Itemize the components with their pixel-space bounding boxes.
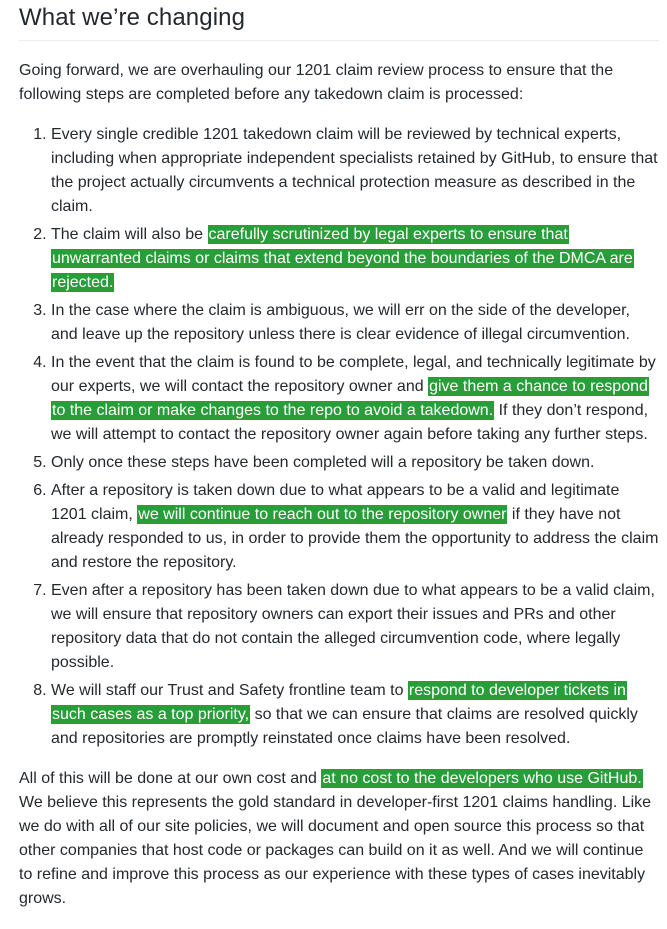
step-text: In the event that the claim is found to be complete, legal, and technically legitimate by our experts, we will contact the repository owner and	[51, 354, 656, 395]
list-item	[51, 451, 659, 475]
highlighted-text: carefully scrutinized by legal experts to ensure that unwarranted claims or claims that extend beyond the boundaries of the DMCA are rejected.	[52, 226, 633, 291]
step-text: The claim will also be	[51, 226, 208, 243]
step-text: if they have not already responded to us, in order to provide them the opportunity to address the claim and restore the repository.	[51, 506, 659, 571]
step-text: In the case where the claim is ambiguous, we will err on the side of the developer, and leave up the repository unless there is clear evidence of illegal circumvention.	[51, 302, 630, 343]
closing-text: All of this will be done at our own cost and	[19, 770, 322, 787]
highlighted-text: at no cost to the developers who use GitHub.	[322, 770, 642, 787]
step-text: If they don’t respond, we will attempt to contact the repository owner again before taking any further steps.	[51, 402, 649, 443]
step-text: Even after a repository has been taken down due to what appears to be a valid claim, we will ensure that repository owners can export their issues and PRs and other repository data that do not contain the alleged circumvention code, where legally possible.	[51, 582, 655, 671]
list-item	[51, 479, 659, 575]
section-heading: What we’re changing	[19, 0, 659, 41]
step-text: Only once these steps have been completed will a repository be taken down.	[51, 454, 595, 471]
list-item	[51, 223, 659, 295]
step-text: so that we can ensure that claims are resolved quickly and repositories are promptly reinstated once claims have been resolved.	[51, 706, 638, 747]
step-text: Every single credible 1201 takedown claim will be reviewed by technical experts, including when appropriate independent specialists retained by GitHub, to ensure that the project actually circumvents a technical protection measure as described in the claim.	[51, 126, 658, 215]
intro-paragraph: Going forward, we are overhauling our 1201 claim review process to ensure that the following steps are completed before any takedown claim is processed:	[19, 62, 614, 103]
step-text: After a repository is taken down due to what appears to be a valid and legitimate 1201 claim,	[51, 482, 620, 523]
list-item	[51, 579, 659, 675]
highlighted-text: give them a chance to respond to the claim or make changes to the repo to avoid a takedown.	[52, 378, 648, 419]
closing-text: We believe this represents the gold standard in developer-first 1201 claims handling. Like we do with all of our site policies, we will document and open source this process so that other companies that host code or packages can build on it as well. And we will continue to refine and improve this process as our experience with these types of cases inevitably grows.	[19, 794, 652, 907]
closing-paragraph	[19, 767, 659, 911]
list-item	[51, 299, 659, 347]
step-text: We will staff our Trust and Safety frontline team to	[51, 682, 408, 699]
list-item	[51, 351, 659, 447]
steps-list	[19, 123, 659, 751]
highlighted-text: respond to developer tickets in such cases as a top priority,	[52, 682, 626, 723]
highlighted-text: we will continue to reach out to the repository owner	[138, 506, 507, 523]
list-item	[51, 679, 659, 751]
list-item	[51, 123, 659, 219]
